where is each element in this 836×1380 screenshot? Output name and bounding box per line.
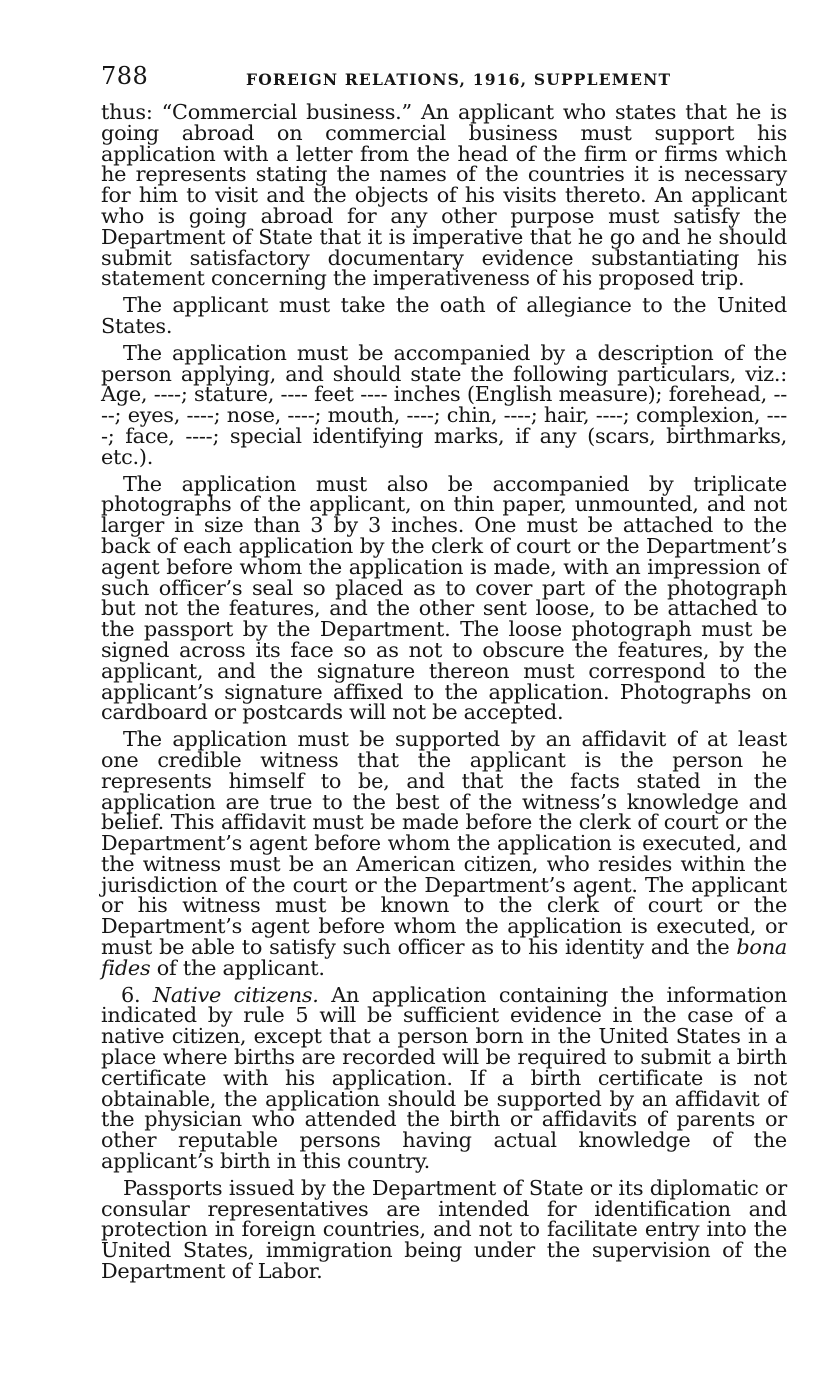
page-number: 788 bbox=[101, 62, 149, 90]
body-text bbox=[101, 102, 787, 1282]
bona-fides-term: bona fides bbox=[101, 935, 787, 980]
paragraph-native-citizens bbox=[101, 982, 787, 1174]
paragraph-description: The application must be accompanied by a description of the person applying, and should state the following particulars, viz.: Age, ----; stature, ---- feet ---- inches (English measure); forehead, ----; eyes, ----; nose, ----; mouth, ----; chin, ----; hair, ----; complexion, ----; face, ----; special identifying marks, if any (scars, birthmarks, etc.). bbox=[101, 340, 787, 469]
affidavit-text: The application must be supported by an affidavit of at least one credible witness that the applicant is the person he represents himself to be, and that the facts stated in the application are true to the best of the witness’s knowledge and belief. This affidavit must be made before the clerk of court or the Department’s agent before whom the application is executed, and the witness must be an American citizen, who resides within the jurisdiction of the court or the Department’s agent. The applicant or his witness must be known to the clerk of court or the Department’s agent before whom the application is executed, or must be able to satisfy such officer as to his identity and the bbox=[101, 727, 787, 960]
section-title: Native citizens. bbox=[152, 982, 319, 1007]
paragraph-commercial-business: thus: “Commercial business.” An applicant who states that he is going abroad on commercial business must support his application with a letter from the head of the firm or firms which he represents stating the names of the countries it is necessary for him to visit and the objects of his visits thereto. An applicant who is going abroad for any other purpose must satisfy the Department of State that it is imperative that he go and he should submit satisfactory documentary evidence substantiating his statement concerning the imperativeness of his proposed trip. bbox=[101, 100, 787, 291]
document-page bbox=[101, 62, 787, 1288]
native-citizens-text: An application containing the information indicated by rule 5 will be sufficient evidence in the case of a native citizen, except that a person born in the United States in a place where births are recorded will be required to submit a birth certificate with his application. If a birth certificate is not obtainable, the application should be supported by an affidavit of the physician who attended the birth or affidavits of parents or other reputable persons having actual knowledge of the applicant’s birth in this country. bbox=[101, 982, 787, 1174]
rule-number: 6. bbox=[121, 982, 141, 1007]
affidavit-text-end: of the applicant. bbox=[156, 955, 325, 980]
paragraph-affidavit bbox=[101, 729, 787, 979]
page-header bbox=[101, 62, 787, 102]
running-head: FOREIGN RELATIONS, 1916, SUPPLEMENT bbox=[246, 70, 672, 89]
paragraph-passports: Passports issued by the Department of State or its diplomatic or consular representatives are intended for identification and protection in foreign countries, and not to facilitate entry into the United States, immigration being under the supervision of the Department of Labor. bbox=[101, 1175, 787, 1284]
paragraph-oath: The applicant must take the oath of allegiance to the United States. bbox=[101, 293, 787, 338]
paragraph-photographs: The application must also be accompanied by triplicate photographs of the applicant, on thin paper, unmounted, and not larger in size than 3 by 3 inches. One must be attached to the back of each application by the clerk of court or the Department’s agent before whom the application is made, with an impression of such officer’s seal so placed as to cover part of the photograph but not the features, and the other sent loose, to be attached to the passport by the Department. The loose photograph must be signed across its face so as not to obscure the features, by the applicant, and the signature thereon must correspond to the applicant’s signature affixed to the application. Photographs on cardboard or postcards will not be accepted. bbox=[101, 471, 787, 725]
